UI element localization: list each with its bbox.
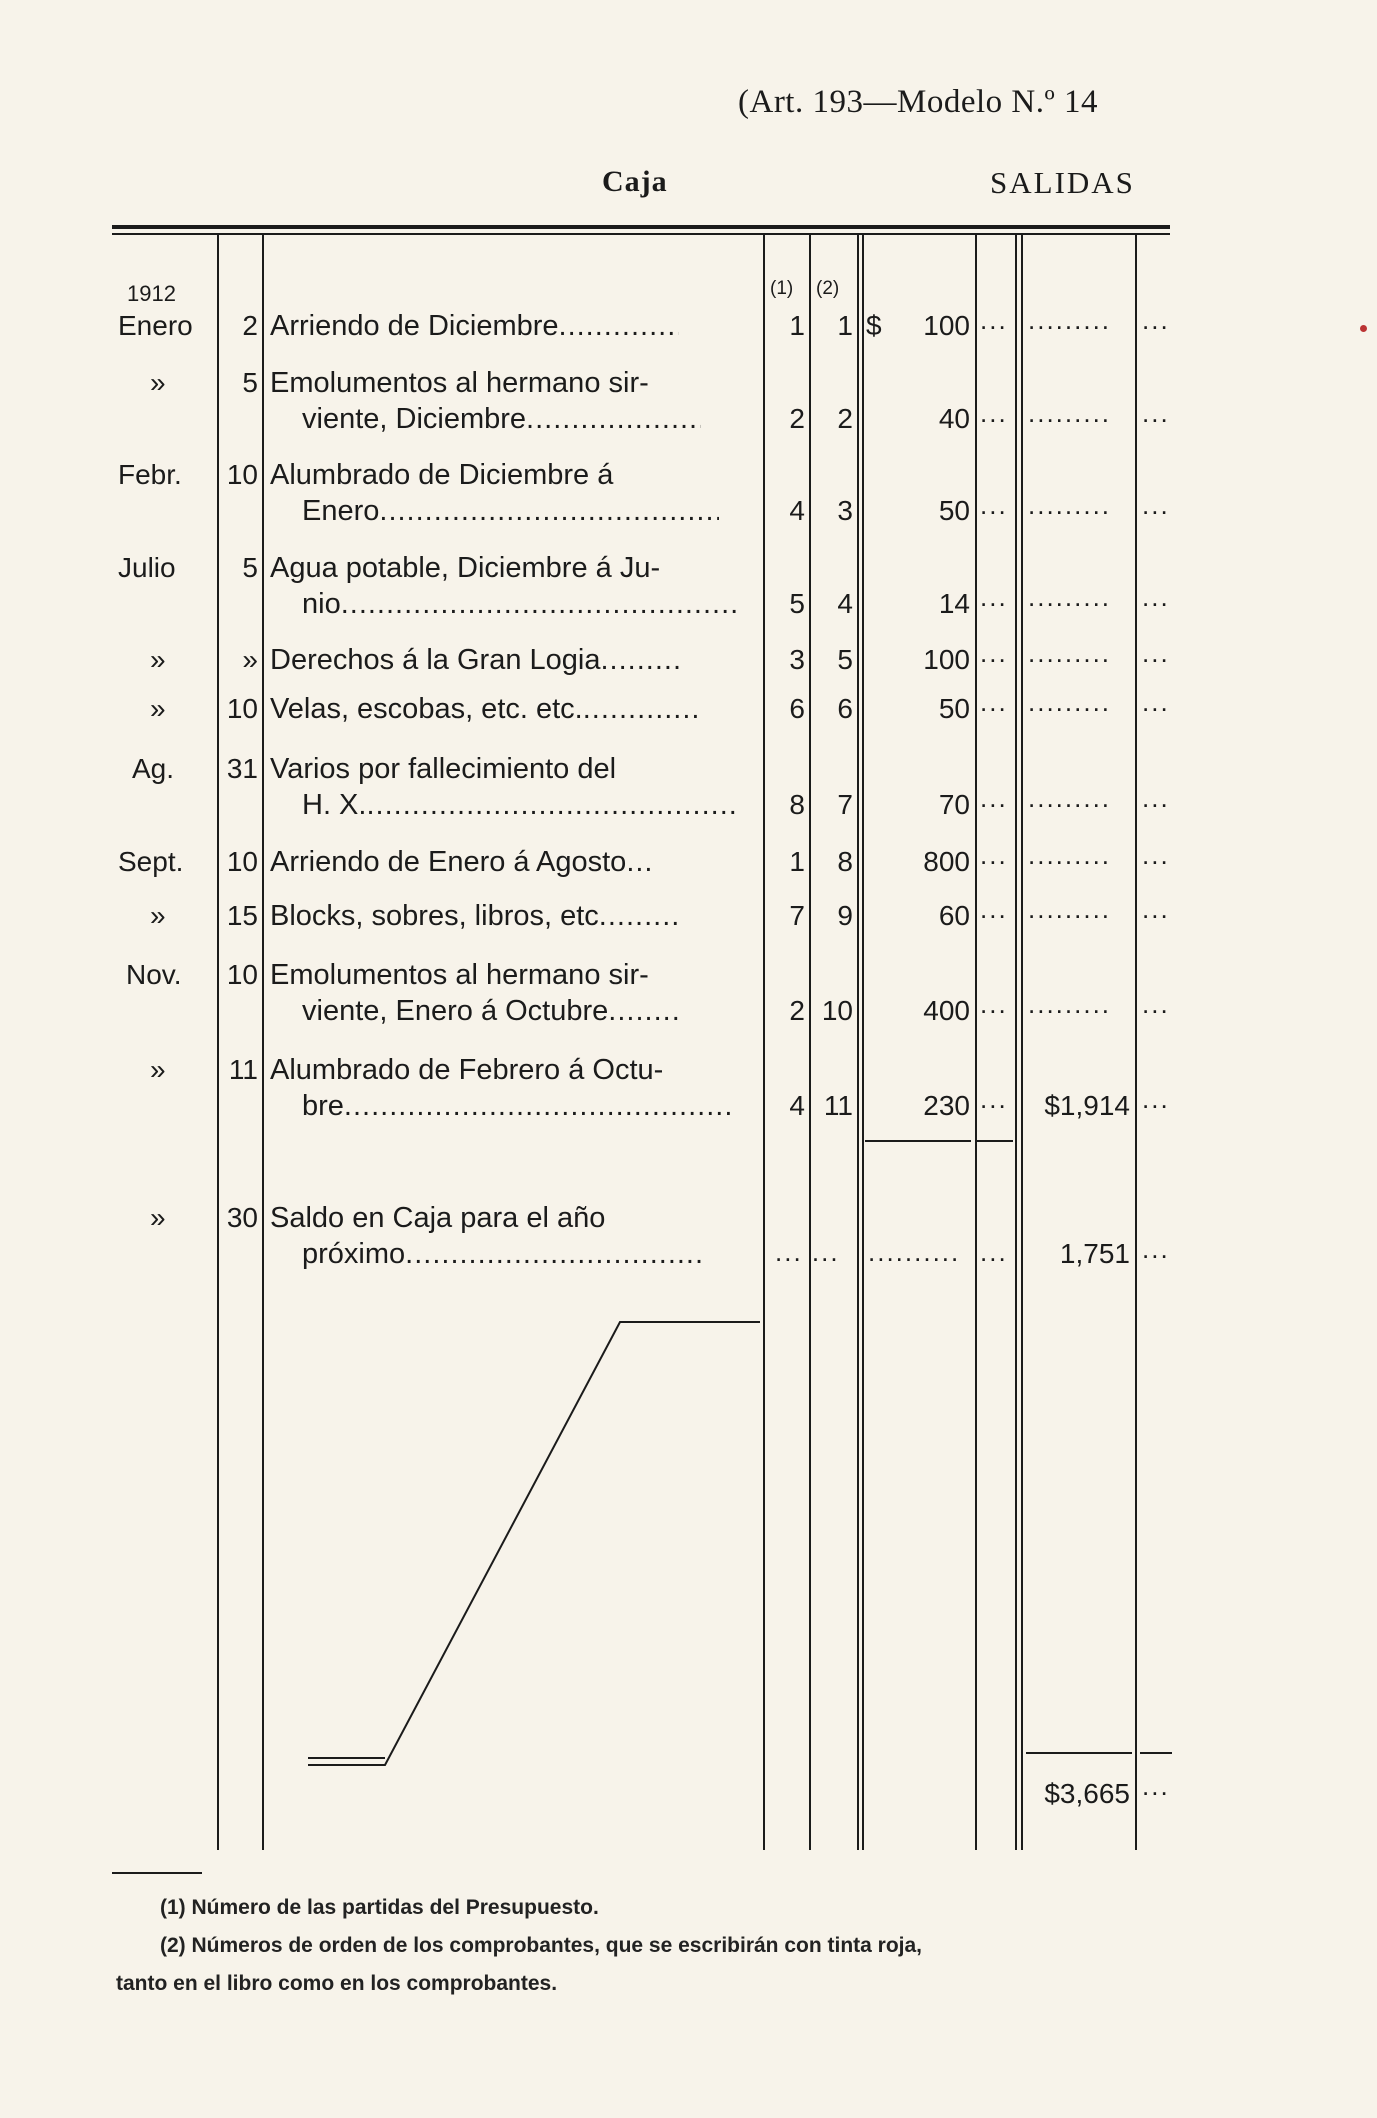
row-day: 10 [226,959,258,990]
col-line-total [1135,235,1137,1850]
row-c1: 7 [789,900,805,931]
row-day: 10 [226,693,258,724]
footnote-2: (2) Números de orden de los comprobantes, que se escribirán con tinta roja, [160,1934,923,1957]
row-month: Ag. [132,753,175,784]
row-day: 15 [226,900,258,931]
row-c1: 8 [789,789,805,820]
row-c1: 1 [789,310,805,341]
row-c2: 8 [837,846,853,877]
total-column-leaders: ......... ......... ......... ......... ......... ......... ......... ......... ......... ......... [1028,305,1112,1019]
row-amount: 14 [938,588,970,619]
saldo-desc-line2: próximo..... [302,1237,705,1271]
row-amount: 400 [923,995,970,1026]
subtotal-value: $1,914 [1044,1090,1130,1121]
col2-marker: (2) [816,278,840,299]
row-month: » [150,367,166,398]
row-c2: 1 [837,310,853,341]
row-desc: Velas, escobas, etc. etc...... [270,692,760,726]
col-line-cents-b [1021,235,1023,1850]
row-c1: 4 [789,1090,805,1121]
row-amount: 100 [923,644,970,675]
caja-title: Caja [602,165,668,198]
row-c1: 1 [789,846,805,877]
top-rule-thin [112,233,1170,235]
row-month: Julio [118,552,176,583]
margin-mark [1360,325,1367,332]
row-c2: 6 [837,693,853,724]
row-amount: 50 [938,495,970,526]
row-day: 31 [226,753,258,784]
row-c1: 3 [789,644,805,675]
row-month: » [150,900,166,931]
row-day: 10 [226,846,258,877]
row-desc-line1: Varios por fallecimiento del [270,753,617,785]
row-month: Sept. [118,846,184,877]
row-desc-line1: Alumbrado de Diciembre á [270,459,614,491]
saldo-amount-leaders: .......... [868,1237,961,1267]
article-reference: (Art. 193—Modelo N.º 14 [738,84,1098,120]
col-line-cents [1015,235,1017,1850]
row-c1: 2 [789,995,805,1026]
row-amount: 50 [938,693,970,724]
row-c2: 11 [823,1090,853,1121]
year-label: 1912 [127,281,176,306]
row-desc: Derechos á la Gran Logia..... [270,643,760,677]
col-line-c1 [809,235,811,1850]
row-day: » [242,644,258,675]
row-month: Enero [118,310,193,341]
row-amount: 100 [923,310,970,341]
row-c2: 5 [837,644,853,675]
row-desc-line2: H. X...... [302,788,736,822]
row-c1: 2 [789,403,805,434]
row-month: Nov. [126,959,182,990]
row-amount: 40 [938,403,970,434]
cancellation-stroke [300,1310,770,1780]
row-c1: 6 [789,693,805,724]
row-amount: 60 [938,900,970,931]
footnote-1: (1) Número de las partidas del Presupuesto. [160,1896,599,1919]
top-rule-thick [112,225,1170,229]
row-currency: $ [866,310,882,341]
saldo-desc-line1: Saldo en Caja para el año [270,1202,606,1234]
row-desc-line2: viente, Enero á Octubre..... [302,994,678,1028]
row-desc-line2: viente, Diciembre..... [302,402,701,436]
col-line-day [262,235,264,1850]
saldo-amount: 1,751 [1059,1238,1130,1269]
row-amount: 230 [923,1090,970,1121]
col-line-c2 [857,235,859,1850]
row-c2: 7 [837,789,853,820]
col-line-date [217,235,219,1850]
footnote-3: tanto en el libro como en los comprobantes. [116,1972,558,1995]
row-c2: 10 [821,995,853,1026]
col-line-c2b [862,235,864,1850]
row-desc-line1: Agua potable, Diciembre á Ju- [270,552,661,584]
salidas-title: SALIDAS [990,165,1135,200]
row-desc: Arriendo de Enero á Agosto..... [270,845,760,879]
col-line-amount [975,235,977,1850]
saldo-month: » [150,1202,166,1233]
row-day: 5 [242,552,258,583]
row-desc-line1: Emolumentos al hermano sir- [270,367,649,399]
row-day: 2 [242,310,258,341]
row-desc: Blocks, sobres, libros, etc..... [270,899,760,933]
saldo-cents-leaders: ... [980,1237,1008,1267]
row-c2: 9 [837,900,853,931]
row-desc-line2: Enero..... [302,494,719,528]
row-desc-line1: Alumbrado de Febrero á Octu- [270,1054,664,1086]
row-month: » [150,1054,166,1085]
row-day: 11 [228,1054,258,1085]
saldo-day: 30 [226,1202,258,1233]
row-month: » [150,644,166,675]
total-rule [1026,1752,1132,1754]
row-day: 5 [242,367,258,398]
row-month: Febr. [118,459,182,490]
row-c2: 3 [837,495,853,526]
row-desc-line2: bre..... [302,1089,734,1123]
col1-marker: (1) [770,278,794,299]
row-c2: 2 [837,403,853,434]
row-amount: 70 [938,789,970,820]
cents-leaders: ... ... ... ... ... ... ... ... ... ... ... [980,305,1008,1114]
row-desc: Arriendo de Diciembre..... [270,309,760,343]
row-desc-line2: nio..... [302,587,741,621]
row-desc-line1: Emolumentos al hermano sir- [270,959,649,991]
row-c1: 4 [789,495,805,526]
saldo-leaders: ... ... [775,1237,840,1267]
last-column-leaders: ... ... ... ... ... ... ... ... ... ... ... ... ... [1142,305,1170,1801]
row-amount: 800 [923,846,970,877]
row-month: » [150,693,166,724]
grand-total: $3,665 [1044,1778,1130,1809]
row-c2: 4 [837,588,853,619]
row-c1: 5 [789,588,805,619]
row-day: 10 [226,459,258,490]
subtotal-rule-amount [865,1140,971,1142]
footnote-rule [112,1872,202,1874]
subtotal-rule-cents [976,1140,1013,1142]
